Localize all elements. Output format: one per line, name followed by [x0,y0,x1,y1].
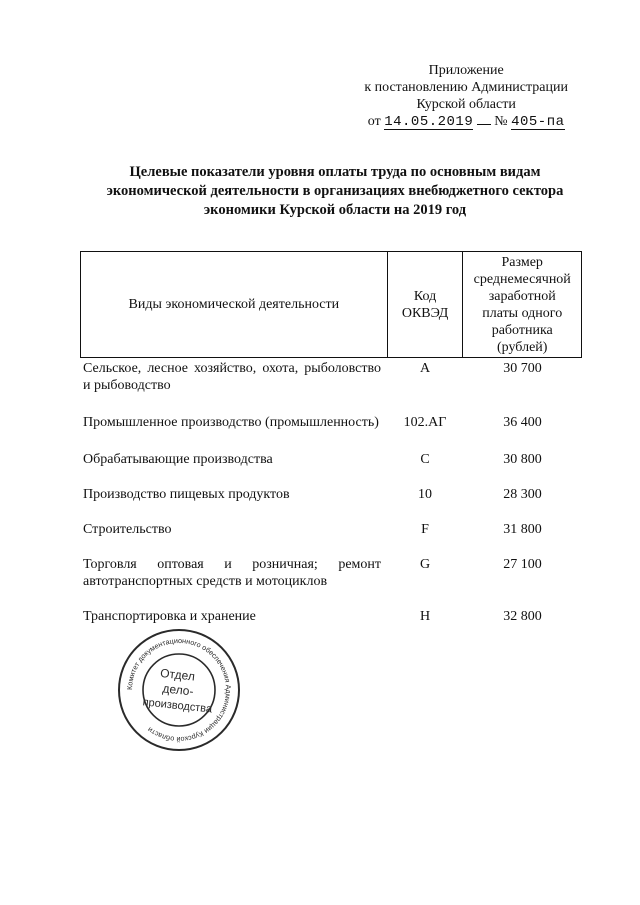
row-code: А [419,361,431,376]
row-activity: Сельское, лесное хозяйство, охота, рыболовство и рыбоводство [83,361,381,393]
row-code: Н [419,609,431,624]
row-salary: 36 400 [503,415,542,430]
office-stamp [116,627,242,753]
row-activity: Торговля оптовая и розничная; ремонт автотранспортных средств и мотоциклов [83,557,381,589]
title-line-2: экономической деятельности в организациях внебюджетного сектора [106,183,564,199]
table-row [80,486,582,503]
header-activity: Виды экономической деятельности [81,252,388,357]
number-prefix: № [494,114,508,129]
table-row [80,360,582,394]
row-code: 102.АГ [403,415,447,430]
header-salary: Размер среднемесячной заработной платы одного работника (рублей) [463,252,582,357]
appendix-decree: к постановлению Администрации [364,80,568,95]
appendix-date-line [364,113,568,130]
row-salary: 31 800 [503,522,542,537]
appendix-block [364,62,568,130]
table-row [80,414,582,431]
row-activity: Производство пищевых продуктов [83,487,290,502]
row-salary: 27 100 [503,557,542,572]
title-line-3: экономики Курской области на 2019 год [203,202,467,218]
table-header [80,251,582,358]
stamp-center-line-2: дело- [161,681,195,699]
row-code: 10 [418,487,432,502]
row-code: С [420,452,430,467]
row-salary: 30 700 [503,361,542,376]
row-activity: Транспортировка и хранение [83,609,256,624]
stamp-center-line-1: Отдел [159,665,196,684]
row-code: F [421,522,429,537]
appendix-region: Курской области [416,97,516,112]
table-row [80,521,582,538]
document-title [70,163,600,220]
row-salary: 30 800 [503,452,542,467]
table-row [80,556,582,590]
row-activity: Промышленное производство (промышленность) [83,415,379,430]
stamp-ring-text: Комитет документационного обеспечения Администрации Курской области [124,635,234,745]
table-row [80,608,582,625]
decree-date: 14.05.2019 [384,114,474,130]
date-prefix: от [367,114,381,129]
row-activity: Обрабатывающие производства [83,452,273,467]
decree-number: 405-па [511,114,565,130]
row-activity: Строительство [83,522,172,537]
title-line-1: Целевые показатели уровня оплаты труда по основным видам [129,164,541,180]
header-code: Код ОКВЭД [388,252,464,357]
table-row [80,451,582,468]
date-underline-gap [477,124,491,125]
stamp-center-line-3: производства [142,696,213,716]
row-code: G [419,557,431,572]
row-salary: 32 800 [503,609,542,624]
salary-table [80,251,582,625]
appendix-title: Приложение [428,63,504,78]
row-salary: 28 300 [503,487,542,502]
